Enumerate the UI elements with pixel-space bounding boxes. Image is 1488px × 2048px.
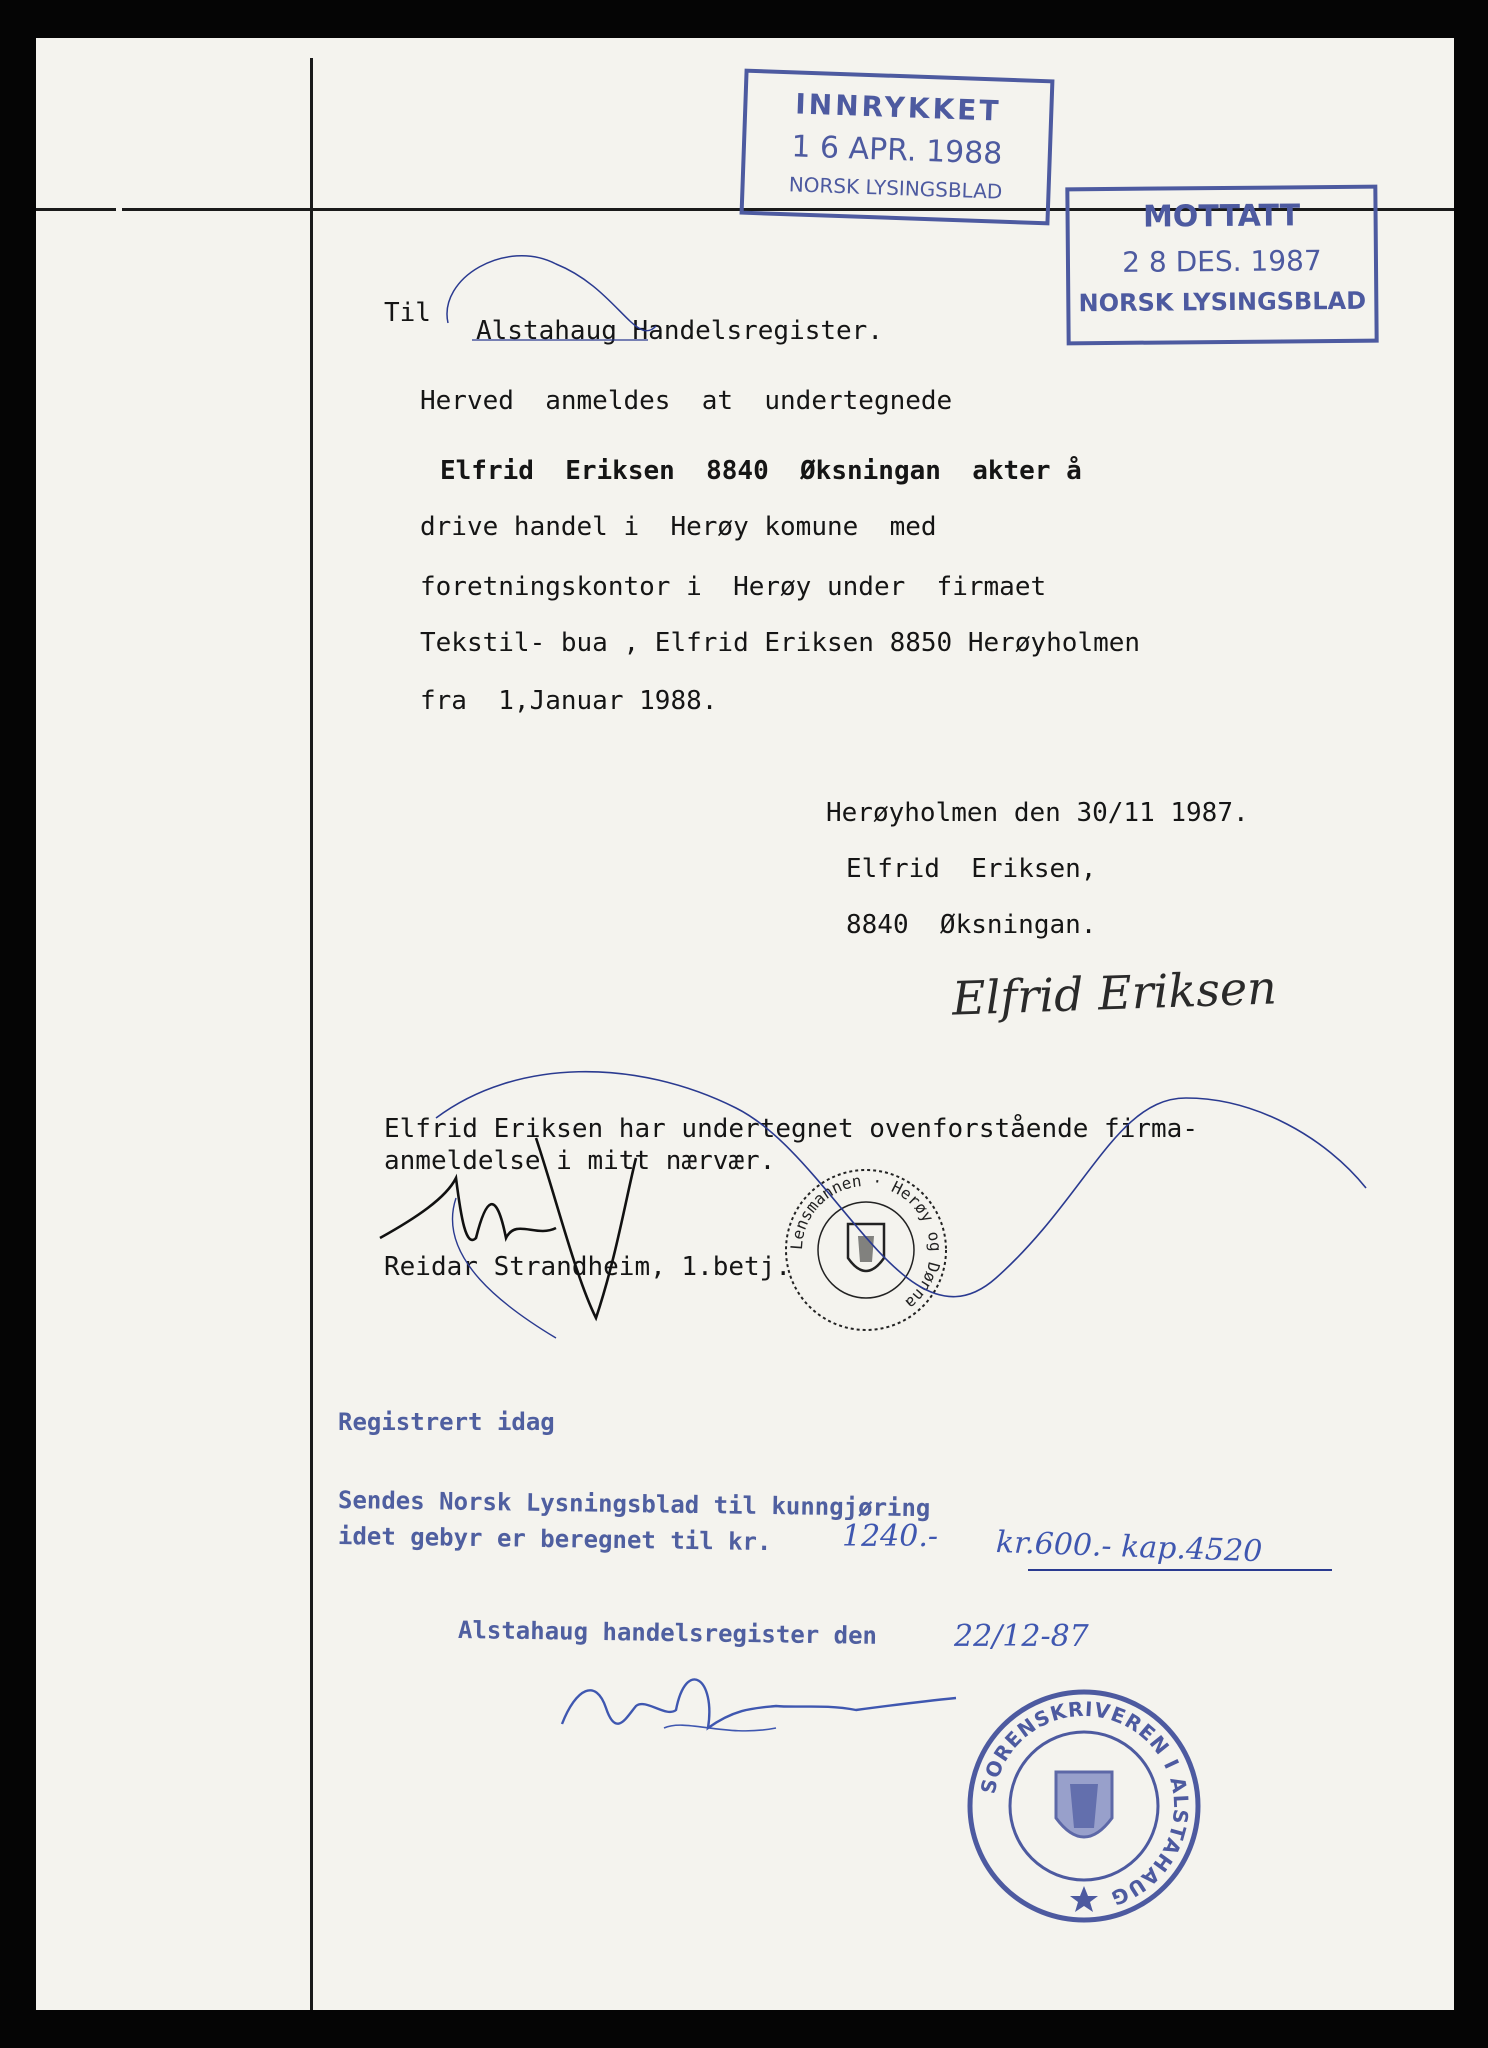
mottatt-stamp <box>1065 185 1378 346</box>
sender-address: 8840 Øksningan. <box>846 910 1097 940</box>
body-line-2: Elfrid Eriksen 8840 Øksningan akter å <box>440 456 1082 486</box>
to-label: Til <box>384 298 431 328</box>
received-stamp <box>740 69 1055 226</box>
witness-signer: Reidar Strandheim, 1.betj. <box>384 1252 791 1282</box>
body-line-6: fra 1,Januar 1988. <box>420 686 718 716</box>
registered-label: Registrert idag <box>338 1408 555 1436</box>
office-line: Alstahaug handelsregister den <box>457 1616 878 1650</box>
clerk-signature-flourish <box>664 1725 776 1731</box>
witness-line-1: Elfrid Eriksen har undertegnet ovenforstående firma- <box>384 1114 1198 1144</box>
sorenskriver-seal-graphic <box>964 1686 1204 1926</box>
received-stamp-name: NORSK LYSINGSBLAD <box>788 172 1003 204</box>
mottatt-stamp-date: 2 8 DES. 1987 <box>1122 244 1322 279</box>
registry-date: 22/12-87 <box>954 1619 1089 1654</box>
sorenskriver-seal-text: SORENSKRIVEREN I ALSTAHAUG <box>975 1696 1194 1911</box>
received-stamp-date: 1 6 APR. 1988 <box>790 129 1003 172</box>
body-line-4: foretningskontor i Herøy under firmaet <box>420 572 1047 602</box>
body-line-1: Herved anmeldes at undertegnede <box>420 386 953 416</box>
recipient: Alstahaug Handelsregister. <box>476 316 883 346</box>
sorenskriver-seal <box>964 1686 1204 1926</box>
fee-note: kr.600.- kap.4520 <box>995 1525 1263 1570</box>
lensmann-seal-text: Lensmannen · Herøy og Dønna <box>786 1170 946 1313</box>
lensmann-seal <box>782 1166 950 1334</box>
body-line-3: drive handel i Herøy komune med <box>420 512 937 542</box>
sender-signature: Elfrid Eriksen <box>951 960 1278 1026</box>
body-line-5: Tekstil- bua , Elfrid Eriksen 8850 Herøyholmen <box>420 628 1141 658</box>
send-line-2: idet gebyr er beregnet til kr. <box>337 1522 772 1557</box>
mottatt-stamp-name: NORSK LYSINGSBLAD <box>1078 286 1367 318</box>
header-rule-left <box>36 208 116 211</box>
place-date: Herøyholmen den 30/11 1987. <box>826 798 1249 828</box>
document-page <box>36 38 1454 2010</box>
witness-line-2: anmeldelse i mitt nærvær. <box>384 1146 776 1176</box>
received-stamp-title: INNRYKKET <box>794 87 1003 128</box>
clerk-signature <box>562 1679 956 1728</box>
sender-name: Elfrid Eriksen, <box>846 854 1097 884</box>
lensmann-seal-graphic <box>782 1166 950 1334</box>
mottatt-stamp-title: MOTTATT <box>1142 198 1301 235</box>
margin-rule <box>310 58 313 2010</box>
send-line-1: Sendes Norsk Lysningsblad til kunngjøring <box>337 1486 931 1523</box>
fee-amount: 1240.- <box>842 1519 939 1554</box>
